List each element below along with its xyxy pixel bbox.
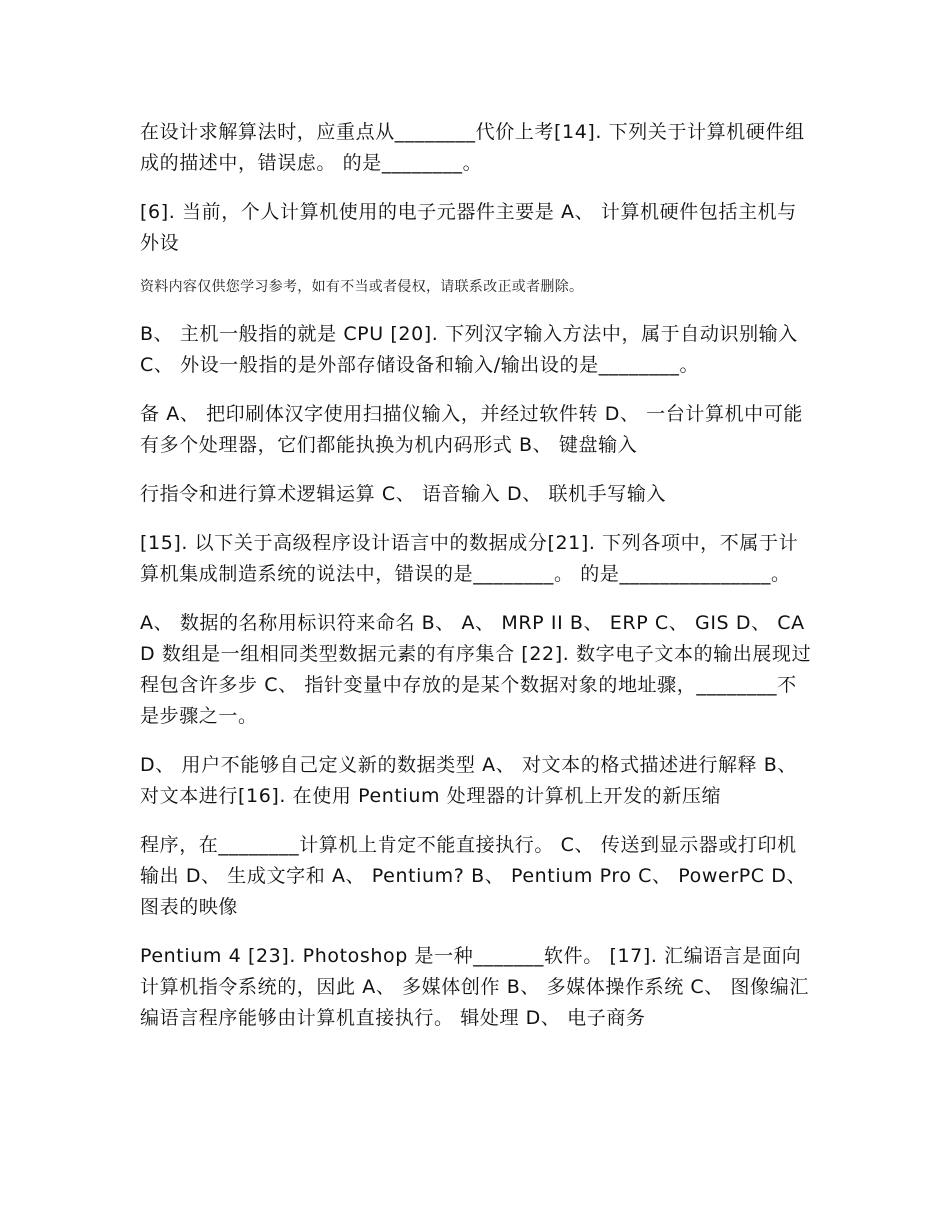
paragraph-9: 程序，在________计算机上肯定不能直接执行。 C、 传送到显示器或打印机输出 D、 生成文字和 A、 Pentium? B、 Pentium Pro C、 PowerPC D、 图表的映像 [140,834,807,918]
paragraph-6: [15]. 以下关于高级程序设计语言中的数据成分[21]. 下列各项中，不属于计算机集成制造系统的说法中，错误的是________。 的是_______________。 [140,532,799,585]
paragraph-8: D、 用户不能够自己定义新的数据类型 A、 对文本的格式描述进行解释 B、 对文本进行[16]. 在使用 Pentium 处理器的计算机上开发的新压缩 [140,754,798,807]
paragraph-5: 行指令和进行算术逻辑运算 C、 语音输入 D、 联机手写输入 [140,483,667,505]
paragraph-1: 在设计求解算法时，应重点从________代价上考[14]. 下列关于计算机硬件组成的描述中，错误虑。 的是________。 [140,121,805,174]
paragraph-2: [6]. 当前，个人计算机使用的电子元器件主要是 A、 计算机硬件包括主机与外设 [140,201,797,254]
paragraph-7: A、 数据的名称用标识符来命名 B、 A、 MRP II B、 ERP C、 GIS D、 CAD 数组是一组相同类型数据元素的有序集合 [22]. 数字电子文本的输出展现过程包含许多步 C、 指针变量中存放的是某个数据对象的地址骤，________不是步骤之一。 [140,612,812,727]
paragraph-10: Pentium 4 [23]. Photoshop 是一种_______软件。 [17]. 汇编语言是面向计算机指令系统的，因此 A、 多媒体创作 B、 多媒体操作系统 C、 图像编汇编语言程序能够由计算机直接执行。 辑处理 D、 电子商务 [140,945,809,1029]
paragraph-3: B、 主机一般指的就是 CPU [20]. 下列汉字输入方法中，属于自动识别输入 C、 外设一般指的是外部存储设备和输入/输出设的是________。 [140,323,798,376]
paragraph-4: 备 A、 把印刷体汉字使用扫描仪输入，并经过软件转 D、 一台计算机中可能有多个处理器，它们都能执换为机内码形式 B、 键盘输入 [140,403,803,456]
document-page [140,117,815,1052]
disclaimer-note: 资料内容仅供您学习参考，如有不当或者侵权，请联系改正或者删除。 [140,279,584,295]
